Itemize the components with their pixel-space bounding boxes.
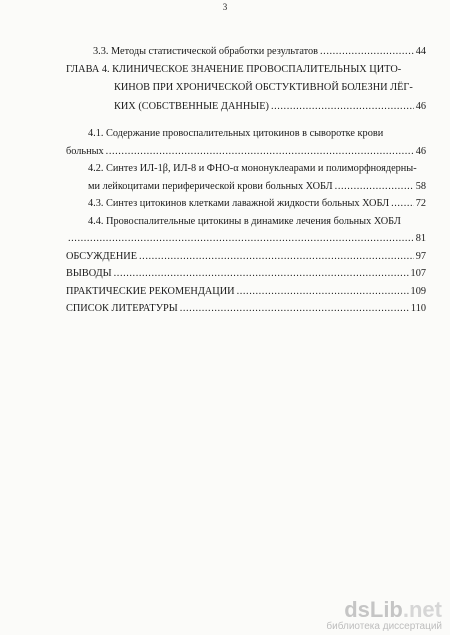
toc-entry-page: 107 <box>410 268 426 279</box>
toc-entry-page: 72 <box>415 198 426 209</box>
toc-entry <box>66 286 426 298</box>
toc-leader <box>271 101 414 113</box>
toc-entry-title-line: КИНОВ ПРИ ХРОНИЧЕСКОЙ ОБСТУКТИВНОЙ БОЛЕЗНИ ЛЁГ- <box>114 82 413 93</box>
toc-entry-title: КИХ (СОБСТВЕННЫЕ ДАННЫЕ) <box>114 101 269 112</box>
toc-entry-page: 44 <box>415 46 426 57</box>
toc-entry-title-line: ГЛАВА 4. КЛИНИЧЕСКОЕ ЗНАЧЕНИЕ ПРОВОСПАЛИТЕЛЬНЫХ ЦИТО- <box>66 64 402 75</box>
toc-entry-page: 109 <box>410 286 426 297</box>
toc-entry-page: 58 <box>415 181 426 192</box>
toc-entry <box>88 181 426 193</box>
toc-entry <box>66 146 426 158</box>
toc-leader <box>391 198 414 210</box>
toc-entry <box>66 251 426 263</box>
toc-leader <box>114 268 409 280</box>
toc-leader <box>320 46 414 58</box>
toc-entry-title-line: 4.2. Синтез ИЛ-1β, ИЛ-8 и ФНО-α мононуклеарами и полиморфноядерны- <box>88 163 417 174</box>
toc-entry-page: 46 <box>415 101 426 112</box>
toc-entry <box>66 268 426 280</box>
dslib-logo-tld: .net <box>402 597 442 622</box>
toc-leader <box>335 181 414 193</box>
toc-entry <box>93 46 426 58</box>
toc-entry-title: больных <box>66 146 104 157</box>
toc-entry-page: 110 <box>410 303 426 314</box>
toc-leader <box>68 233 414 245</box>
toc-leader <box>180 303 409 315</box>
toc-leader <box>139 251 414 263</box>
toc-entry-page: 97 <box>415 251 426 262</box>
toc-entry-title-line: 4.4. Провоспалительные цитокины в динамике лечения больных ХОБЛ <box>88 216 401 227</box>
toc-entry-title: СПИСОК ЛИТЕРАТУРЫ <box>66 303 178 314</box>
toc-entry-title: ВЫВОДЫ <box>66 268 112 279</box>
dslib-logo-text: dsLib <box>344 597 403 622</box>
toc-leader <box>237 286 409 298</box>
dslib-watermark <box>326 599 442 633</box>
toc-entry-page: 46 <box>415 146 426 157</box>
toc-entry-title: ми лейкоцитами периферической крови больных ХОБЛ <box>88 181 333 192</box>
toc-entry <box>88 198 426 210</box>
toc-entry <box>114 101 426 113</box>
dslib-logo <box>344 599 442 621</box>
toc-entry-title: 3.3. Методы статистической обработки результатов <box>93 46 319 57</box>
toc-entry-title: ОБСУЖДЕНИЕ <box>66 251 138 262</box>
toc-entry <box>66 233 426 245</box>
toc-entry-title: ПРАКТИЧЕСКИЕ РЕКОМЕНДАЦИИ <box>66 286 235 297</box>
page-number: 3 <box>222 2 228 12</box>
toc-entry-title-line: 4.1. Содержание провоспалительных цитокинов в сыворотке крови <box>88 128 384 139</box>
toc-entry <box>66 303 426 315</box>
dslib-subtitle: библиотека диссертаций <box>326 621 442 632</box>
toc-leader <box>106 146 414 158</box>
toc-entry-page: 81 <box>415 233 426 244</box>
toc-entry-title: 4.3. Синтез цитокинов клетками лаважной жидкости больных ХОБЛ <box>88 198 390 209</box>
